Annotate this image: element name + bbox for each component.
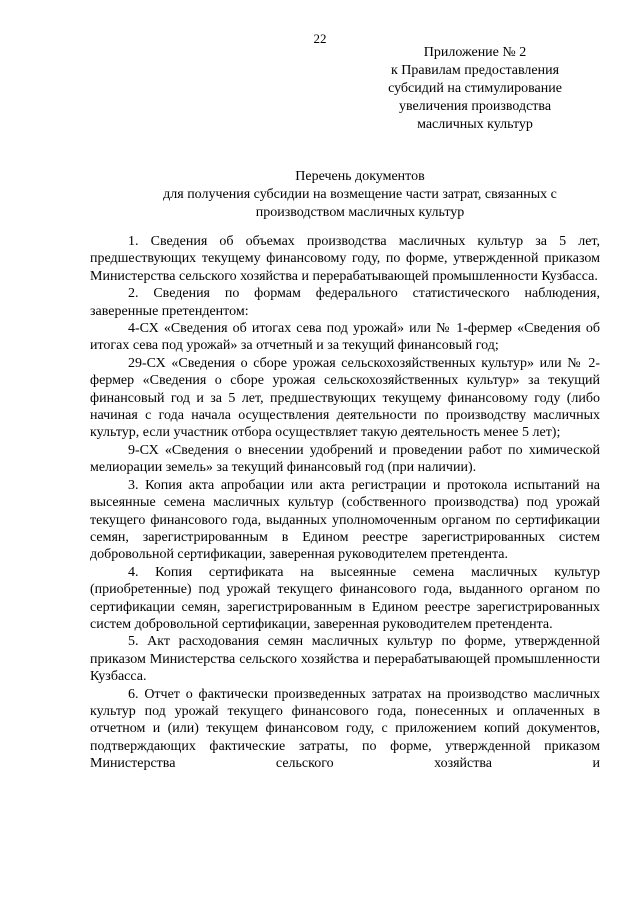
paragraph-item-1: 1. Сведения об объемах производства масличных культур за 5 лет, предшествующих текущему финансовому году, по форме, утвержденной приказом Министерства сельского хозяйства и перерабатывающей промышленности Кузбасса. <box>90 234 600 284</box>
paragraph-form-4sx: 4-СХ «Сведения об итогах сева под урожай» или № 1-фермер «Сведения об итогах сева под урожай» за отчетный и за текущий финансовый год; <box>90 321 600 354</box>
document-body <box>90 233 600 773</box>
paragraph-item-4: 4. Копия сертификата на высеянные семена масличных культур (приобретенные) под урожай текущего финансового года, выданного органом по сертификации семян, зарегистрированным в Едином реестре зарегистрированных систем добровольной сертификации, заверенная руководителем претендента. <box>90 564 600 632</box>
title-line: Перечень документов <box>295 169 425 184</box>
appendix-line: субсидий на стимулирование <box>388 81 562 96</box>
title-line: производством масличных культур <box>255 205 465 220</box>
paragraph-form-9sx: 9-СХ «Сведения о внесении удобрений и проведении работ по химической мелиорации земель» за текущий финансовый год (при наличии). <box>90 442 600 476</box>
paragraph-form-29sx: 29-СХ «Сведения о сборе урожая сельскохозяйственных культур» или № 2-фермер «Сведения о сборе урожая сельскохозяйственных культур» за текущий финансовый год и за 5 лет, предшествующих текущему финансовому году (либо начиная с года начала осуществления деятельности по производству масличных культур, если участник отбора осуществляет такую деятельность менее 5 лет); <box>90 355 600 441</box>
page-number: 22 <box>313 31 327 46</box>
appendix-line: Приложение № 2 <box>423 45 527 60</box>
appendix-header <box>330 44 620 134</box>
appendix-line: масличных культур <box>417 117 533 132</box>
paragraph-item-3: 3. Копия акта апробации или акта регистрации и протокола испытаний на высеянные семена масличных культур (собственного производства) под урожай текущего финансового года, выданных уполномоченным органом по сертификации семян, зарегистрированным в Едином реестре зарегистрированных систем добровольной сертификации, заверенная руководителем претендента. <box>90 477 600 563</box>
paragraph-item-6: 6. Отчет о фактически произведенных затратах на производство масличных культур под урожай текущего финансового года, понесенных и оплаченных в отчетном и (или) текущем финансовом году, с приложением копий документов, подтверждающих фактические затраты, по форме, утвержденной приказом Министерства сельского хозяйства и <box>90 686 600 772</box>
appendix-line: к Правилам предоставления <box>390 63 560 78</box>
paragraph-item-5: 5. Акт расходования семян масличных культур по форме, утвержденной приказом Министерства сельского хозяйства и перерабатывающей промышленности Кузбасса. <box>90 634 600 685</box>
appendix-line: увеличения производства <box>398 99 552 114</box>
paragraph-item-2: 2. Сведения по формам федерального статистического наблюдения, заверенные претендентом: <box>90 286 600 319</box>
document-title <box>80 168 640 222</box>
title-line: для получения субсидии на возмещение части затрат, связанных с <box>163 187 557 202</box>
